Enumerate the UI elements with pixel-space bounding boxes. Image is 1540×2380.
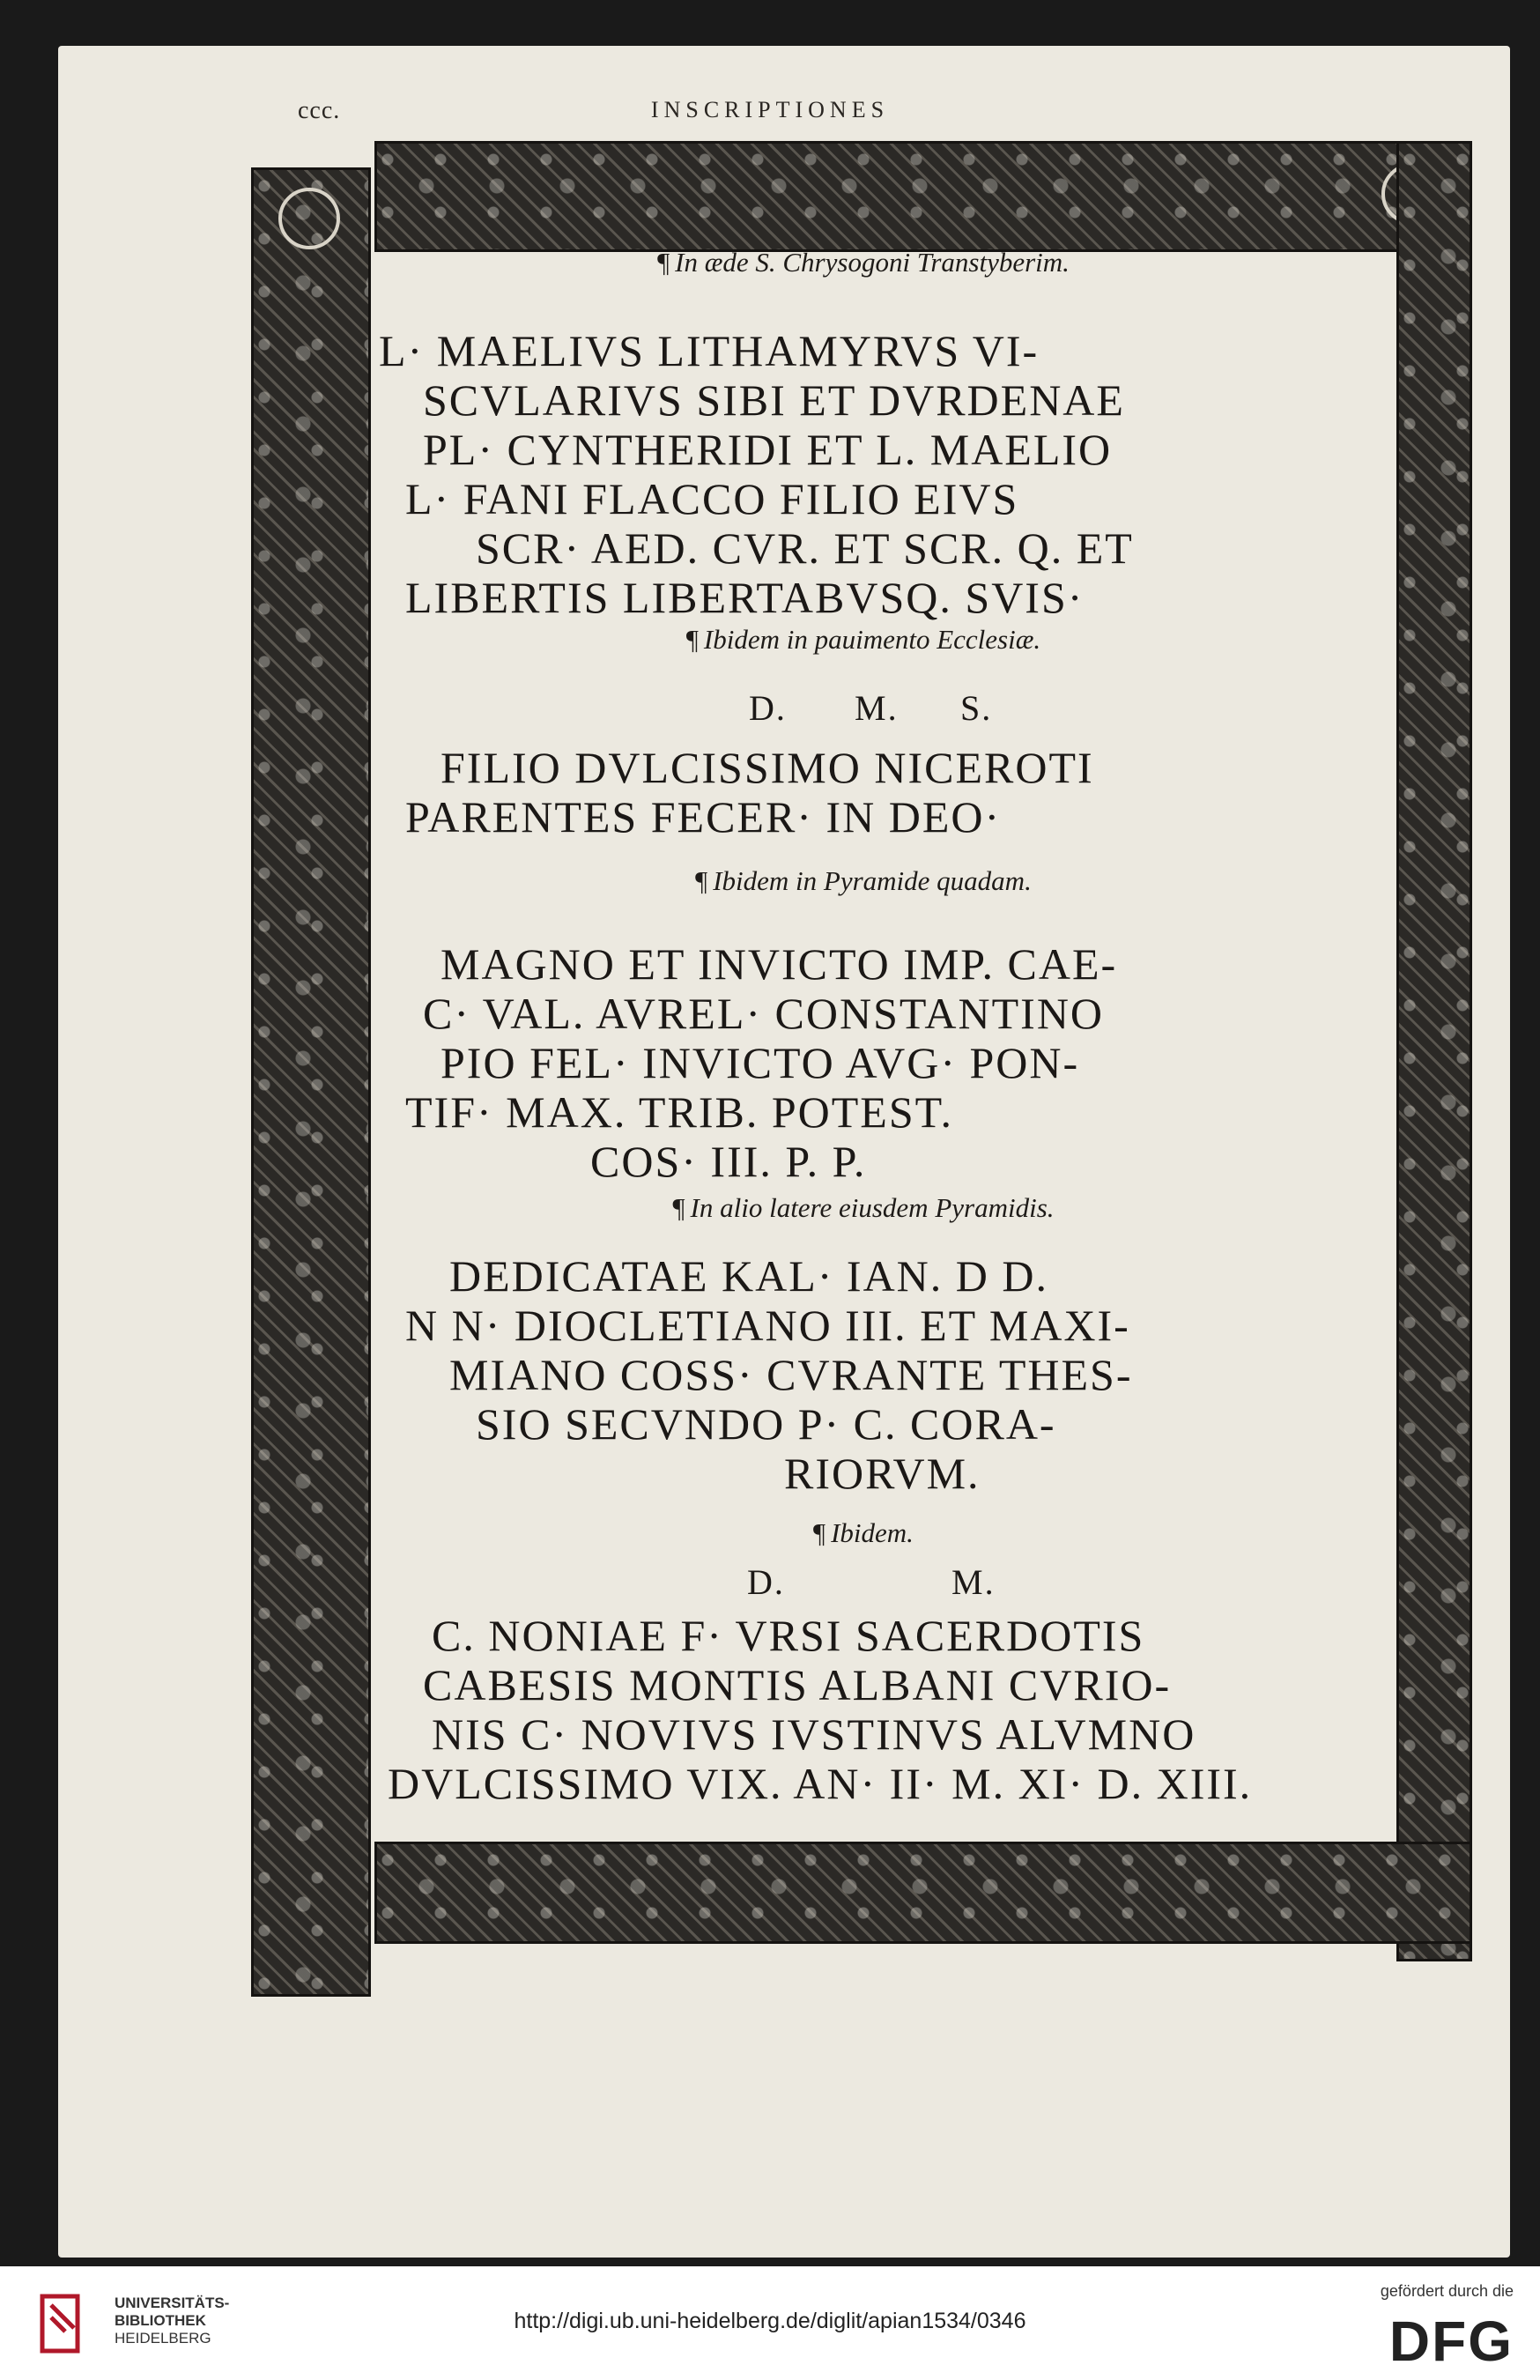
inscription-line: N N· DIOCLETIANO III. ET MAXI-	[405, 1301, 1130, 1350]
inscription-line: L· FANI FLACCO FILIO EIVS	[405, 474, 1019, 523]
frame-bottom-border	[374, 1842, 1472, 1944]
inscription-block	[379, 939, 1348, 1186]
inscription-block	[379, 1611, 1348, 1808]
rubric: ¶ Ibidem in Pyramide quadam.	[695, 865, 1032, 896]
rubric: ¶ In alio latere eiusdem Pyramidis.	[672, 1192, 1055, 1223]
rubric: ¶ Ibidem in pauimento Ecclesiæ.	[685, 624, 1041, 655]
permalink-url[interactable]: http://digi.ub.uni-heidelberg.de/diglit/apian1534/0346	[514, 2309, 1026, 2333]
running-head	[0, 97, 1540, 132]
inscription-line: SIO SECVNDO P· C. CORA-	[476, 1399, 1056, 1449]
inscription-line: MAGNO ET INVICTO IMP. CAE-	[441, 939, 1118, 989]
frame-right-border	[1396, 141, 1472, 1961]
viewer-footer	[0, 2266, 1540, 2380]
frame-top-border	[374, 141, 1472, 252]
rosette-ornament	[278, 188, 340, 249]
inscription-line: COS· III. P. P.	[590, 1137, 867, 1186]
inscription-line: PL· CYNTHERIDI ET L. MAELIO	[423, 425, 1113, 474]
inscription-block	[379, 743, 1348, 842]
funding-label: gefördert durch die	[1380, 2282, 1514, 2300]
folio-number: ccc.	[298, 97, 341, 124]
dms-letter: M.	[951, 1562, 996, 1602]
inscription-line: PIO FEL· INVICTO AVG· PON-	[441, 1038, 1080, 1087]
inscription-line: DVLCISSIMO VIX. AN· II· M. XI· D. XIII.	[388, 1759, 1253, 1808]
inscription-line: L· MAELIVS LITHAMYRVS VI-	[379, 326, 1040, 375]
inscription-line: PARENTES FECER· IN DEO·	[405, 792, 1002, 842]
running-head-title: INSCRIPTIONES	[650, 97, 890, 122]
rubric: ¶ Ibidem.	[813, 1517, 914, 1548]
inscription-line: NIS C· NOVIVS IVSTINVS ALVMNO	[432, 1709, 1196, 1759]
dms-letter: D.	[749, 688, 787, 728]
inscription-line: C· VAL. AVREL· CONSTANTINO	[423, 989, 1105, 1038]
dfg-logo: DFG	[1388, 2310, 1514, 2373]
rubric: ¶ In æde S. Chrysogoni Transtyberim.	[657, 247, 1070, 278]
inscription-block	[379, 1251, 1348, 1498]
inscription-line: C. NONIAE F· VRSI SACERDOTIS	[432, 1611, 1145, 1660]
library-name: UNIVERSITÄTS- BIBLIOTHEK HEIDELBERG	[115, 2295, 230, 2347]
inscription-line: RIORVM.	[784, 1449, 981, 1498]
inscriptions-body	[379, 247, 1348, 1815]
inscription-line: DEDICATAE KAL· IAN. D D.	[449, 1251, 1049, 1301]
inscription-line: CABESIS MONTIS ALBANI CVRIO-	[423, 1660, 1172, 1709]
inscription-line: MIANO COSS· CVRANTE THES-	[449, 1350, 1133, 1399]
frame-left-border	[251, 167, 371, 1997]
inscription-line: SCR· AED. CVR. ET SCR. Q. ET	[476, 523, 1134, 573]
dms-letter: S.	[960, 688, 993, 728]
inscription-line: FILIO DVLCISSIMO NICEROTI	[441, 743, 1094, 792]
inscription-line: LIBERTIS LIBERTABVSQ. SVIS·	[405, 573, 1085, 622]
inscription-line: TIF· MAX. TRIB. POTEST.	[405, 1087, 953, 1137]
inscription-block	[379, 326, 1348, 622]
dms-letter: M.	[855, 688, 899, 728]
inscription-line: SCVLARIVS SIBI ET DVRDENAE	[423, 375, 1125, 425]
dms-letter: D.	[747, 1562, 785, 1602]
